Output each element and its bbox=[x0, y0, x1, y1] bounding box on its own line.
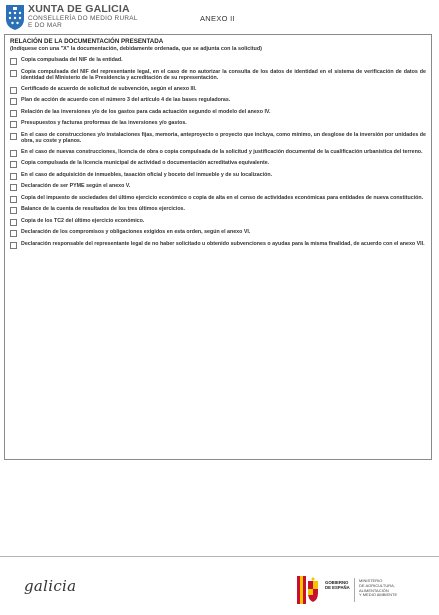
org-line-1: XUNTA DE GALICIA bbox=[28, 3, 130, 15]
checklist-item-label: Balance de la cuenta de resultados de los tres últimos ejercicios. bbox=[21, 206, 185, 213]
checklist-item bbox=[10, 241, 426, 249]
checkbox[interactable] bbox=[10, 110, 17, 117]
government-logo bbox=[297, 576, 417, 604]
checkbox[interactable] bbox=[10, 121, 17, 128]
checklist-item-label: En el caso de nuevas construcciones, licencia de obra o copia compulsada de la solicitud y justificación documental de la cualificación urbanística del terreno. bbox=[21, 148, 423, 155]
checklist-item bbox=[10, 57, 426, 65]
document-header bbox=[4, 3, 434, 33]
checkbox[interactable] bbox=[10, 58, 17, 65]
gob-line-1: GOBIERNO bbox=[325, 580, 349, 585]
checklist-item-label: Copia compulsada del NIF del representante legal, en el caso de no autorizar la consulta de los datos de identidad en el sistema de verificación de datos de identidad del Ministerio de la Presidencia y acreditación de su representación. bbox=[21, 68, 426, 82]
checkbox[interactable] bbox=[10, 98, 17, 105]
checkbox[interactable] bbox=[10, 173, 17, 180]
checklist-item bbox=[10, 218, 426, 226]
checklist-item-label: Plan de acción de acuerdo con el número 3 del artículo 4 de las bases reguladoras. bbox=[21, 97, 231, 104]
logo-separator bbox=[354, 578, 355, 602]
checkbox[interactable] bbox=[10, 219, 17, 226]
checkbox[interactable] bbox=[10, 196, 17, 203]
spain-coat-of-arms-icon bbox=[297, 576, 319, 604]
checklist-item bbox=[10, 172, 426, 180]
checklist-item-label: Declaración responsable del representante legal de no haber solicitado u obtenido subvenciones o ayudas para la misma finalidad, de acuerdo con el anexo VII. bbox=[21, 240, 425, 247]
checkbox[interactable] bbox=[10, 207, 17, 214]
checklist-item-label: En el caso de adquisición de inmuebles, tasación oficial y boceto del inmueble y de su localización. bbox=[21, 171, 273, 178]
xunta-shield-icon bbox=[4, 3, 26, 31]
checklist-item bbox=[10, 206, 426, 214]
checklist-item bbox=[10, 160, 426, 168]
checkbox[interactable] bbox=[10, 133, 17, 140]
min-line-2: DE AGRICULTURA, ALIMENTACIÓN bbox=[359, 582, 395, 593]
checklist-item bbox=[10, 183, 426, 191]
checklist-item-label: En el caso de construcciones y/o instalaciones fijas, memoria, anteproyecto o proyecto que incluya, como mínimo, un desglose de la inversión por unidades de obra, su coste y planos. bbox=[21, 131, 426, 145]
organization-name bbox=[28, 4, 138, 30]
checklist-item-label: Copia de los TC2 del último ejercicio económico. bbox=[21, 217, 145, 224]
checklist-item-label: Declaración de los compromisos y obligaciones exigidos en esta orden, según el anexo VI. bbox=[21, 229, 251, 236]
checklist-item bbox=[10, 86, 426, 94]
document-checklist bbox=[10, 57, 426, 252]
checklist-item bbox=[10, 195, 426, 203]
min-line-3: Y MEDIO AMBIENTE bbox=[359, 592, 398, 598]
footer-divider bbox=[0, 556, 439, 557]
checklist-item-label: Copia compulsada de la licencia municipal de actividad o documentación acreditativa equivalente. bbox=[21, 160, 270, 167]
government-name bbox=[325, 580, 350, 590]
checkbox[interactable] bbox=[10, 184, 17, 191]
checklist-item bbox=[10, 132, 426, 146]
checkbox[interactable] bbox=[10, 161, 17, 168]
galicia-logo: galicia bbox=[24, 577, 77, 595]
checklist-item bbox=[10, 120, 426, 128]
checklist-item bbox=[10, 97, 426, 105]
gob-line-2: DE ESPAÑA bbox=[325, 585, 350, 590]
checklist-item-label: Copia compulsada del NIF de la entidad. bbox=[21, 57, 123, 63]
checkbox[interactable] bbox=[10, 242, 17, 249]
checklist-item bbox=[10, 229, 426, 237]
documentation-section bbox=[4, 34, 432, 460]
checkbox[interactable] bbox=[10, 230, 17, 237]
checklist-item-label: Declaración de ser PYME según el anexo V. bbox=[21, 183, 131, 190]
checklist-item bbox=[10, 109, 426, 117]
checkbox[interactable] bbox=[10, 70, 17, 77]
checklist-item-label: Copia del impuesto de sociedades del último ejercicio económico o copia de alta en el censo de actividades económicas para entidades de nueva constitución. bbox=[21, 194, 424, 201]
org-line-3: E DO MAR bbox=[28, 22, 63, 30]
section-title: RELACIÓN DE LA DOCUMENTACIÓN PRESENTADA bbox=[10, 38, 164, 45]
min-line-1: MINISTERIO bbox=[359, 578, 383, 583]
checklist-item-label: Certificado de acuerdo de solicitud de subvención, según el anexo III. bbox=[21, 85, 197, 92]
org-line-2: CONSELLERÍA DO MEDIO RURAL bbox=[28, 15, 138, 22]
section-subtitle: (Indíquese con una "X" la documentación, debidamente ordenada, que se adjunta con la solicitud) bbox=[10, 46, 262, 52]
checkbox[interactable] bbox=[10, 150, 17, 157]
checklist-item bbox=[10, 69, 426, 83]
checklist-item-label: Relación de las inversiones y/o de los gastos para cada actuación segundo el modelo del anexo IV. bbox=[21, 108, 271, 115]
ministry-name bbox=[359, 579, 417, 598]
checklist-item-label: Presupuestos y facturas proformas de las inversiones y/o gastos. bbox=[21, 120, 187, 127]
checkbox[interactable] bbox=[10, 87, 17, 94]
checklist-item bbox=[10, 149, 426, 157]
annex-label: ANEXO II bbox=[200, 14, 235, 23]
